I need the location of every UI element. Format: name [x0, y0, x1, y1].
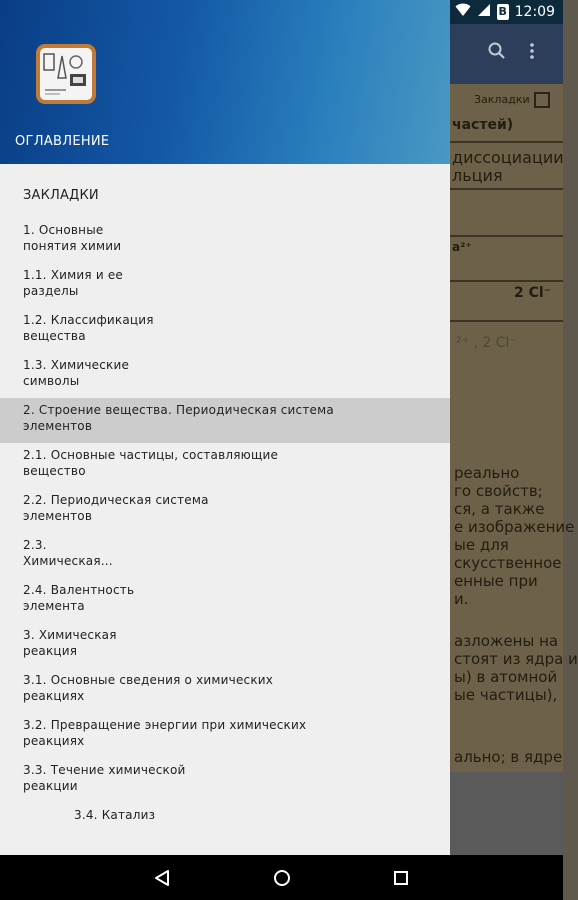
- menu-item[interactable]: 1.2. Классификация вещества: [23, 313, 154, 343]
- content-text: частей): [452, 117, 514, 133]
- back-icon: [154, 869, 170, 887]
- menu-item[interactable]: 3.1. Основные сведения о химических реакциях: [23, 673, 274, 703]
- recents-button[interactable]: [371, 855, 431, 900]
- back-button[interactable]: [132, 855, 192, 900]
- battery-icon: B: [498, 5, 507, 18]
- bookmarks-label: Закладки: [474, 93, 530, 106]
- wifi-icon: [455, 3, 471, 21]
- drawer-header: [0, 0, 450, 164]
- menu-item[interactable]: 2.4. Валентность элемента: [23, 583, 135, 613]
- content-text: диссоциации: [452, 148, 564, 167]
- bookmark-checkbox[interactable]: [534, 92, 550, 108]
- content-text: ые частицы),: [454, 686, 558, 704]
- content-text: енные при: [454, 572, 538, 590]
- content-text: скусственное: [454, 554, 562, 572]
- app-logo-icon: [36, 44, 96, 104]
- menu-item[interactable]: 1. Основные понятия химии: [23, 223, 122, 253]
- menu-item[interactable]: 3.4. Катализ: [74, 808, 156, 822]
- content-text: льция: [452, 166, 503, 185]
- menu-item[interactable]: 3.2. Превращение энергии при химических реакциях: [23, 718, 307, 748]
- menu-item[interactable]: 3. Химическая реакция: [23, 628, 117, 658]
- recents-icon: [393, 870, 409, 886]
- menu-item-bookmarks[interactable]: ЗАКЛАДКИ: [23, 188, 99, 203]
- home-button[interactable]: [252, 855, 312, 900]
- table-line: [450, 235, 563, 237]
- clock: 12:09: [514, 4, 555, 20]
- content-text: стоят из ядра и: [454, 650, 578, 668]
- content-text: реально: [454, 464, 520, 482]
- content-text: a²⁺: [452, 240, 472, 254]
- content-text: е изображение: [454, 518, 575, 536]
- status-icons: [455, 0, 555, 24]
- menu-item-selected[interactable]: 2. Строение вещества. Периодическая система элементов: [0, 398, 450, 443]
- content-text: ся, а также: [454, 500, 545, 518]
- table-of-contents: [0, 172, 450, 893]
- menu-item[interactable]: 1.3. Химические символы: [23, 358, 130, 388]
- search-icon[interactable]: [487, 40, 507, 68]
- drawer-title: ОГЛАВЛЕНИЕ: [15, 134, 110, 149]
- menu-item[interactable]: 2.1. Основные частицы, составляющие вещество: [23, 448, 279, 478]
- content-text: ²⁺ , 2 Cl⁻: [456, 335, 517, 351]
- table-line: [450, 141, 563, 143]
- content-text: азложены на: [454, 632, 559, 650]
- home-icon: [273, 869, 291, 887]
- menu-item[interactable]: 2.3. Химическая...: [23, 538, 113, 568]
- table-line: [450, 280, 563, 282]
- content-text: ы) в атомной: [454, 668, 558, 686]
- content-text: го свойств;: [454, 482, 543, 500]
- more-options-icon[interactable]: [528, 40, 536, 68]
- content-text: ые для: [454, 536, 509, 554]
- table-line: [450, 188, 563, 190]
- content-text: и.: [454, 590, 469, 608]
- table-line: [450, 320, 563, 322]
- content-text: ально; в ядре: [454, 748, 563, 766]
- menu-item[interactable]: 1.1. Химия и ее разделы: [23, 268, 123, 298]
- signal-icon: [477, 3, 491, 21]
- content-text: 2 Cl⁻: [514, 285, 552, 301]
- menu-item[interactable]: 2.2. Периодическая система элементов: [23, 493, 209, 523]
- menu-item[interactable]: 3.3. Течение химической реакции: [23, 763, 186, 793]
- system-navigation-bar: [0, 855, 563, 900]
